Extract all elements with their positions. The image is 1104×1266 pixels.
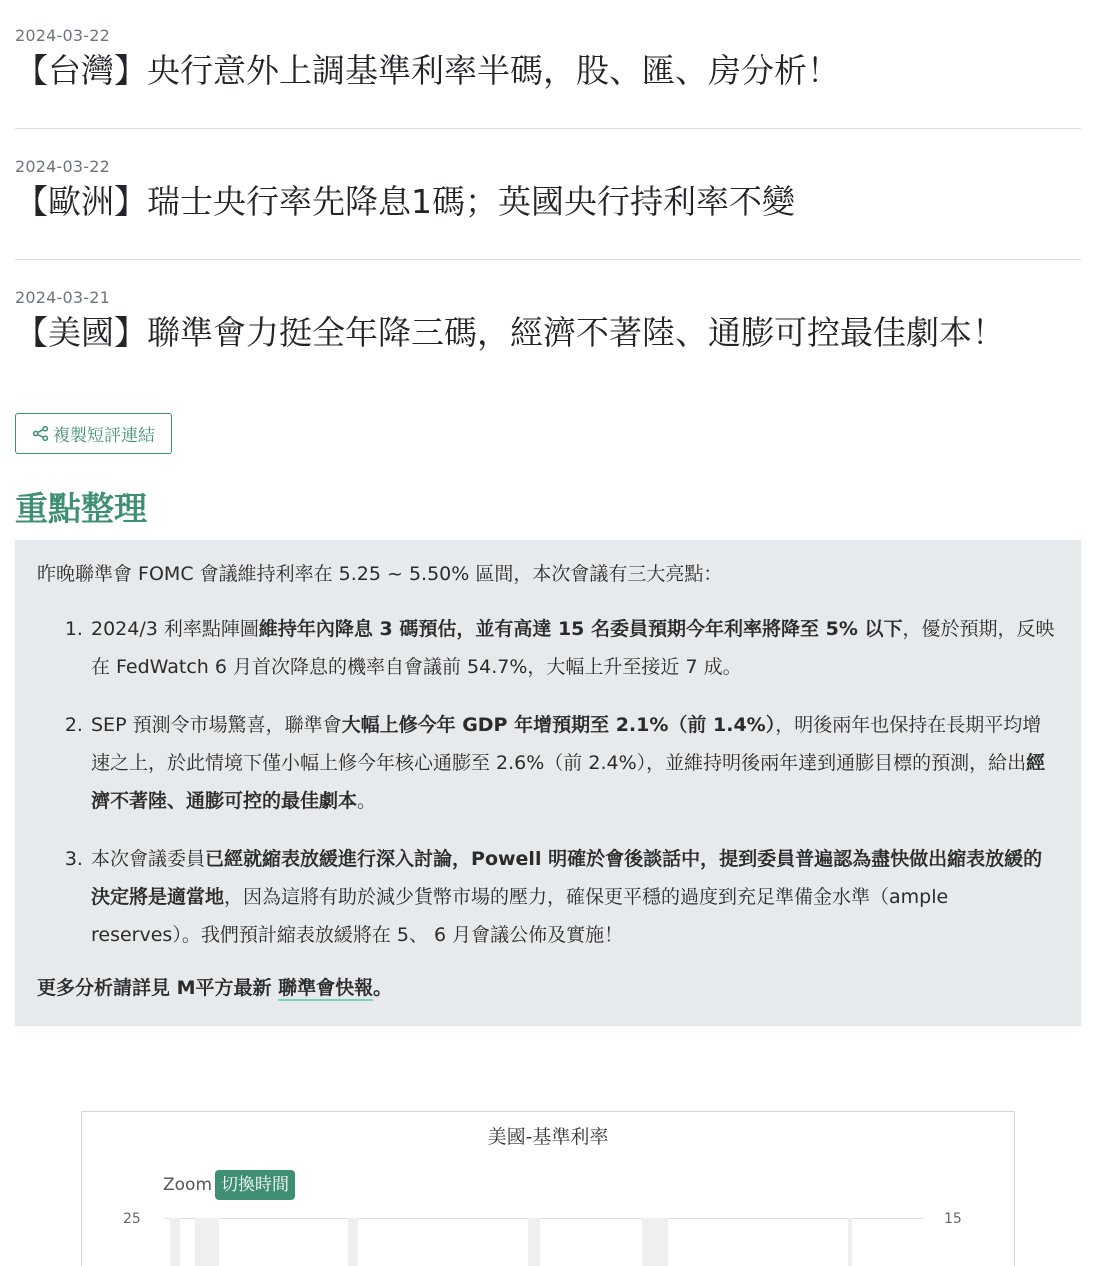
list-item	[89, 706, 1059, 820]
text-segment: ，明後兩年也保持在長期平均增速之上，於此情境下僅小幅上修今年核心通膨至 2.6%（前 2.4%），並維持明後兩年達到通膨目標的預測，給出	[91, 714, 1042, 774]
bold-segment: 大幅上修今年 GDP 年增預期至 2.1%（前 1.4%）	[341, 714, 776, 736]
post-item[interactable]	[15, 157, 1081, 225]
summary-intro: 昨晚聯準會 FOMC 會議維持利率在 5.25 ~ 5.50% 區間，本次會議有三大亮點：	[37, 563, 723, 585]
y-axis-right-tick: 15	[944, 1211, 962, 1227]
highlights-list	[37, 610, 1059, 954]
recession-band	[170, 1218, 180, 1266]
grid-line	[164, 1218, 924, 1219]
chart-title: 美國-基準利率	[487, 1126, 609, 1148]
post-title[interactable]: 【美國】聯準會力挺全年降三碼，經濟不著陸、通膨可控最佳劇本！	[15, 313, 1005, 352]
recession-band	[848, 1218, 852, 1266]
recession-band	[642, 1218, 668, 1266]
copy-link-button[interactable]	[15, 413, 172, 454]
text-segment: ，因為這將有助於減少貨幣市場的壓力，確保更平穩的過度到充足準備金水準（ample reserves）。我們預計縮表放緩將在 5、 6 月會議公佈及實施！	[91, 886, 949, 946]
text-segment: SEP 預測令市場驚喜，聯準會	[91, 714, 342, 736]
copy-link-label: 複製短評連結	[53, 426, 155, 446]
fed-report-link[interactable]: 聯準會快報	[278, 977, 374, 999]
text-segment: ，優於預期，反映在 FedWatch 6 月首次降息的機率自會議前 54.7%，大幅上升至接近 7 成。	[91, 618, 1055, 678]
text-segment: 2024/3 利率點陣圖	[91, 618, 259, 640]
post-item[interactable]	[15, 26, 1081, 94]
bold-segment: 已經就縮表放緩進行深入討論，Powell 明確於會後談話中，提到委員普遍認為盡快做出縮表放緩的決定將是適當地	[91, 848, 1043, 908]
divider	[15, 259, 1081, 260]
y-axis-left-tick: 25	[123, 1211, 141, 1227]
switch-time-button[interactable]: 切換時間	[215, 1170, 295, 1200]
list-item	[89, 840, 1059, 954]
post-date: 2024-03-22	[15, 157, 110, 176]
post-date: 2024-03-21	[15, 288, 110, 307]
divider	[15, 128, 1081, 129]
post-item-active[interactable]	[15, 288, 1081, 356]
bold-segment: 經濟不著陸、通膨可控的最佳劇本	[91, 752, 1046, 812]
post-title[interactable]: 【台灣】央行意外上調基準利率半碼，股、匯、房分析！	[15, 51, 840, 90]
zoom-label: Zoom	[163, 1175, 213, 1195]
list-item	[89, 610, 1059, 686]
text-segment: 本次會議委員	[91, 848, 206, 870]
text-segment: 。	[357, 790, 377, 812]
post-date: 2024-03-22	[15, 26, 110, 45]
chart-panel	[81, 1111, 1015, 1266]
bold-segment: 維持年內降息 3 碼預估，並有高達 15 名委員預期今年利率將降至 5% 以下	[258, 618, 903, 640]
recession-band	[348, 1218, 358, 1266]
summary-box	[15, 540, 1081, 1026]
share-icon	[32, 425, 49, 442]
recession-band	[528, 1218, 540, 1266]
post-title[interactable]: 【歐洲】瑞士央行率先降息1碼；英國央行持利率不變	[15, 182, 795, 221]
recession-band	[195, 1218, 219, 1266]
section-heading: 重點整理	[15, 489, 147, 528]
more-suffix: 。	[373, 977, 393, 999]
more-prefix: 更多分析請詳見 M平方最新	[37, 977, 279, 999]
more-analysis	[37, 974, 1059, 1002]
